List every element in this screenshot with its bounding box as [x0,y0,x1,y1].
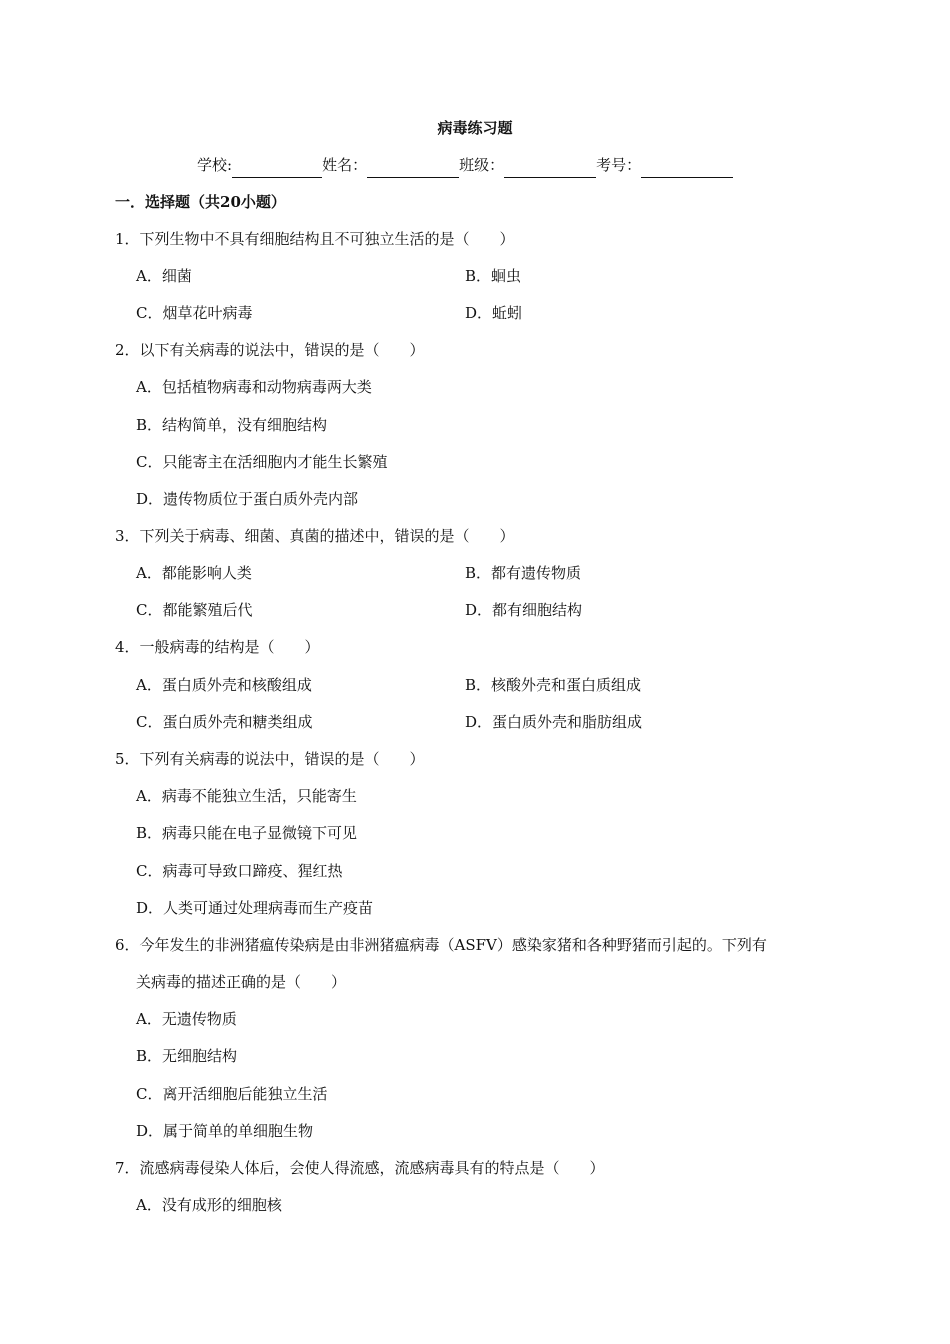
q2-option-b: B．结构简单，没有细胞结构 [136,416,328,434]
name-label: 姓名： [322,156,368,174]
question-5: 5．下列有关病毒的说法中，错误的是（ ） [115,750,425,768]
q6-option-d: D．属于简单的单细胞生物 [136,1122,314,1140]
q2-option-c: C．只能寄主在活细胞内才能生长繁殖 [136,453,388,471]
q4-option-a: A．蛋白质外壳和核酸组成 [136,676,312,694]
q1-option-c: C．烟草花叶病毒 [136,304,253,322]
name-blank [367,157,459,178]
section-heading: 一．选择题（共20小题） [115,193,286,211]
q5-option-d: D．人类可通过处理病毒而生产疫苗 [136,899,374,917]
q4-option-c: C．蛋白质外壳和糖类组成 [136,713,313,731]
question-2: 2．以下有关病毒的说法中，错误的是（ ） [115,341,425,359]
q3-option-b: B．都有遗传物质 [465,564,582,582]
student-info-line [197,155,733,178]
page-title: 病毒练习题 [437,119,513,137]
question-6: 6．今年发生的非洲猪瘟传染病是由非洲猪瘟病毒（ASFV）感染家猪和各种野猪而引起的。下列有 [115,936,767,954]
exam-no-label: 考号： [596,156,642,174]
q6-option-b: B．无细胞结构 [136,1047,238,1065]
question-3: 3．下列关于病毒、细菌、真菌的描述中，错误的是（ ） [115,527,515,545]
question-4: 4．一般病毒的结构是（ ） [115,638,320,656]
class-blank [504,157,596,178]
q1-option-d: D．蚯蚓 [465,304,523,322]
q4-option-b: B．核酸外壳和蛋白质组成 [465,676,642,694]
q5-option-b: B．病毒只能在电子显微镜下可见 [136,824,358,842]
school-label: 学校: [197,156,233,174]
q2-option-a: A．包括植物病毒和动物病毒两大类 [136,378,372,396]
q1-option-a: A．细菌 [136,267,192,285]
school-blank [232,157,322,178]
q2-option-d: D．遗传物质位于蛋白质外壳内部 [136,490,359,508]
q7-option-a: A．没有成形的细胞核 [136,1196,282,1214]
q3-option-c: C．都能繁殖后代 [136,601,253,619]
question-7: 7．流感病毒侵染人体后，会使人得流感，流感病毒具有的特点是（ ） [115,1159,605,1177]
q1-option-b: B．蛔虫 [465,267,522,285]
question-1: 1．下列生物中不具有细胞结构且不可独立生活的是（ ） [115,230,515,248]
q5-option-a: A．病毒不能独立生活，只能寄生 [136,787,357,805]
class-label: 班级： [459,156,505,174]
q5-option-c: C．病毒可导致口蹄疫、猩红热 [136,862,343,880]
q3-option-a: A．都能影响人类 [136,564,252,582]
q6-option-a: A．无遗传物质 [136,1010,237,1028]
q6-option-c: C．离开活细胞后能独立生活 [136,1085,328,1103]
q4-option-d: D．蛋白质外壳和脂肪组成 [465,713,643,731]
question-6-continued: 关病毒的描述正确的是（ ） [136,973,347,991]
q3-option-d: D．都有细胞结构 [465,601,583,619]
exam-no-blank [641,157,733,178]
